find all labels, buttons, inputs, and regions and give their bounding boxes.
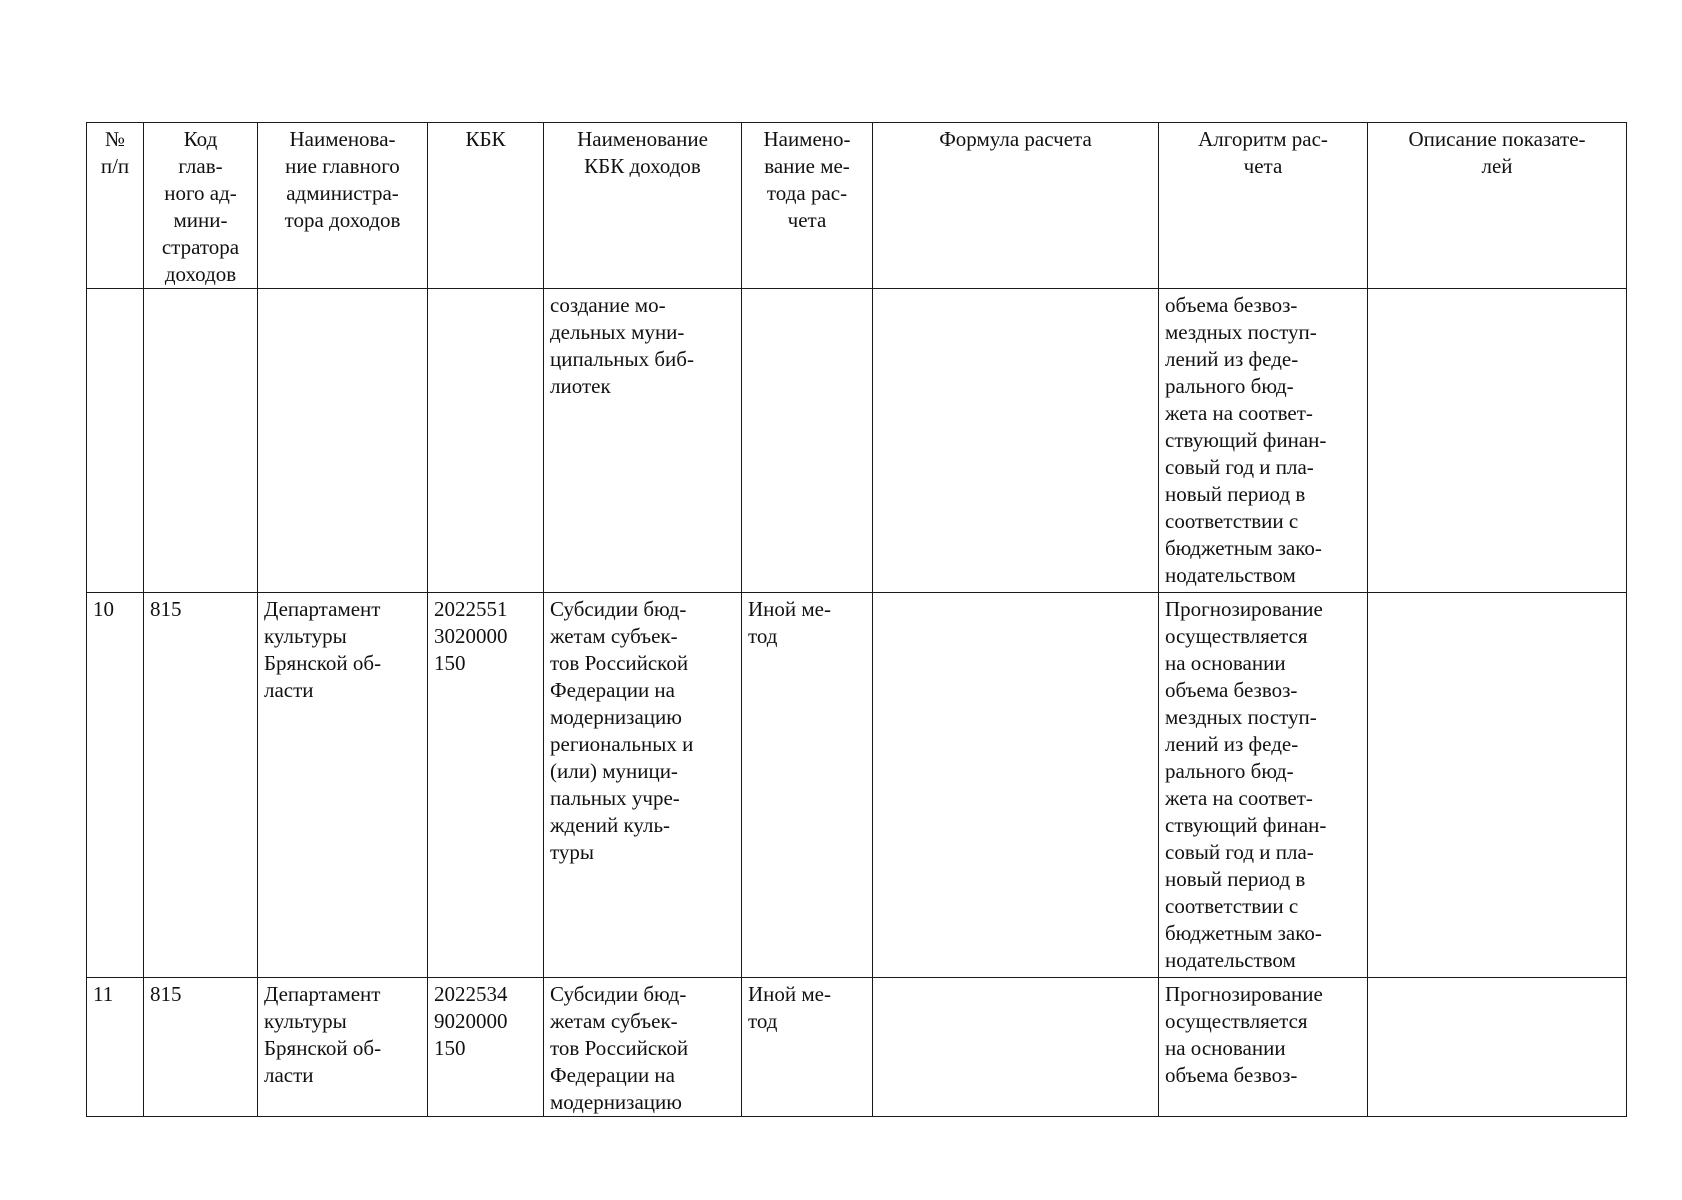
cell-formula [873,289,1159,593]
cell-kbk-name: Субсидии бюд- жетам субъек- тов Российской Федерации на модернизацию региональных и (или) муници- пальных учре- ждений куль- туры [544,593,742,978]
cell-description [1368,289,1627,593]
cell-admin-name: Департамент культуры Брянской об- ласти [258,978,428,1117]
header-admin-code: Код глав- ного ад- мини- стратора доходов [144,123,258,289]
cell-algorithm: Прогнозирование осуществляется на основании объема безвоз- [1159,978,1368,1117]
cell-description [1368,593,1627,978]
header-method-name: Наимено- вание ме- тода рас- чета [742,123,873,289]
header-description: Описание показате- лей [1368,123,1627,289]
header-formula: Формула расчета [873,123,1159,289]
cell-code [144,289,258,593]
cell-kbk: 2022534 9020000 150 [428,978,544,1117]
table-row [87,978,1627,1117]
cell-formula [873,593,1159,978]
cell-admin-name [258,289,428,593]
cell-code: 815 [144,593,258,978]
header-row-number: № п/п [87,123,144,289]
cell-formula [873,978,1159,1117]
cell-algorithm: объема безвоз- мездных поступ- лений из феде- рального бюд- жета на соответ- ствующий финан- совый год и пла- новый период в соответствии с бюджетным зако- нодательством [1159,289,1368,593]
revenue-forecast-table [86,122,1627,1117]
cell-num: 11 [87,978,144,1117]
cell-method: Иной ме- тод [742,593,873,978]
header-algorithm: Алгоритм рас- чета [1159,123,1368,289]
table-row [87,593,1627,978]
cell-num: 10 [87,593,144,978]
cell-admin-name: Департамент культуры Брянской об- ласти [258,593,428,978]
header-admin-name: Наименова- ние главного администра- тора доходов [258,123,428,289]
cell-method [742,289,873,593]
cell-kbk-name: Субсидии бюд- жетам субъек- тов Российской Федерации на модернизацию [544,978,742,1117]
table-header-row [87,123,1627,289]
cell-method: Иной ме- тод [742,978,873,1117]
cell-algorithm: Прогнозирование осуществляется на основании объема безвоз- мездных поступ- лений из феде- рального бюд- жета на соответ- ствующий финан- совый год и пла- новый период в соответствии с бюджетным зако- нодательством [1159,593,1368,978]
header-kbk: КБК [428,123,544,289]
cell-code: 815 [144,978,258,1117]
cell-kbk [428,289,544,593]
cell-description [1368,978,1627,1117]
cell-kbk-name: создание мо- дельных муни- ципальных биб- лиотек [544,289,742,593]
cell-kbk: 2022551 3020000 150 [428,593,544,978]
table-row [87,289,1627,593]
cell-num [87,289,144,593]
header-kbk-name: Наименование КБК доходов [544,123,742,289]
